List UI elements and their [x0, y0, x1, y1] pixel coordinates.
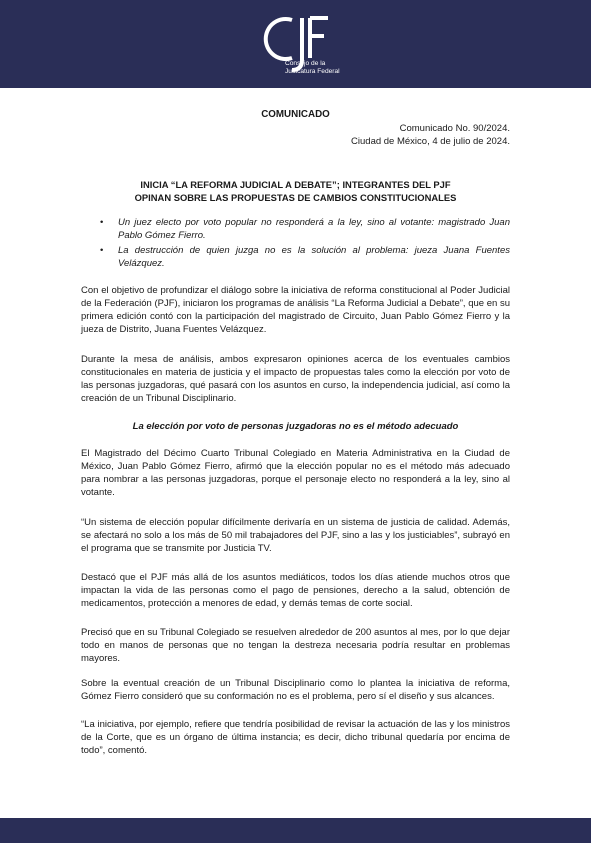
bullet-item: • Un juez electo por voto popular no responderá a la ley, sino al votante: magistrado Juan Pablo Gómez Fierro.: [100, 217, 510, 241]
bullet-item: • La destrucción de quien juzga no es la solución al problema: jueza Juana Fuentes Velázquez.: [100, 245, 510, 269]
headline: [81, 178, 510, 204]
bullet-icon: •: [100, 217, 104, 228]
paragraph-6: Precisó que en su Tribunal Colegiado se resuelven alrededor de 200 asuntos al mes, por lo que dejar todo en manos de personas que no tengan la destreza necesaria podría resultar en problemas mayores.: [81, 627, 510, 664]
headline-line-1: INICIA “LA REFORMA JUDICIAL A DEBATE”; INTEGRANTES DEL PJF: [140, 179, 451, 190]
paragraph-8: “La iniciativa, por ejemplo, refiere que tendría posibilidad de revisar la actuación de las y los ministros de la Corte, que es un órgano de última instancia; es decir, dicho tribunal quedaría por encima de todo”, comentó.: [81, 719, 510, 756]
paragraph-4: “Un sistema de elección popular difícilmente derivaría en un sistema de justicia de calidad. Además, se afectará no solo a los más de 50 mil trabajadores del PJF, sino a las y los justiciables”, subrayó en el programa que se transmite por Justicia TV.: [81, 517, 510, 554]
paragraph-2: Durante la mesa de análisis, ambos expresaron opiniones acerca de los eventuales cambios constitucionales en materia de justicia y el impacto de propuestas tales como la elección por voto de las personas juzgadoras, qué pasará con los asuntos en curso, la independencia judicial, así como la creación de un Tribunal Disciplinario.: [81, 354, 510, 404]
paragraph-7: Sobre la eventual creación de un Tribunal Disciplinario como lo plantea la iniciativa de reforma, Gómez Fierro consideró que su conformación no es el problema, pero sí el diseño y sus alcances.: [81, 678, 510, 702]
communique-number: Comunicado No. 90/2024.: [399, 123, 510, 134]
org-name: Consejo de la Judicatura Federal: [285, 60, 340, 75]
paragraph-1: Con el objetivo de profundizar el diálogo sobre la iniciativa de reforma constitucional al Poder Judicial de la Federación (PJF), iniciaron los programas de análisis “La Reforma Judicial a Debate”, que en su primera edición contó con la participación del magistrado de Circuito, Juan Pablo Gómez Fierro y la jueza de Distrito, Juana Fuentes Velázquez.: [81, 285, 510, 335]
paragraph-3: El Magistrado del Décimo Cuarto Tribunal Colegiado en Materia Administrativa en la Ciudad de México, Juan Pablo Gómez Fierro, afirmó que la elección popular no es el método más adecuado para nombrar a las personas juzgadoras, porque el personaje electo no responderá a la ley, sino al votante.: [81, 448, 510, 498]
place-date: Ciudad de México, 4 de julio de 2024.: [351, 136, 510, 147]
header-band: [0, 0, 591, 88]
section-subheading: La elección por voto de personas juzgadoras no es el método adecuado: [132, 421, 459, 432]
document-title: COMUNICADO: [261, 109, 330, 120]
footer-band: [0, 818, 591, 843]
summary-bullets: [100, 216, 510, 272]
paragraph-5: Destacó que el PJF más allá de los asuntos mediáticos, todos los días atiende muchos otros que impactan la vida de las personas como el pago de pensiones, derecho a la salud, obtención de medicamentos, protección a menores de edad, y demás temas de corte social.: [81, 572, 510, 609]
document-meta: [81, 122, 510, 148]
bullet-icon: •: [100, 245, 104, 256]
headline-line-2: OPINAN SOBRE LAS PROPUESTAS DE CAMBIOS CONSTITUCIONALES: [134, 192, 457, 203]
